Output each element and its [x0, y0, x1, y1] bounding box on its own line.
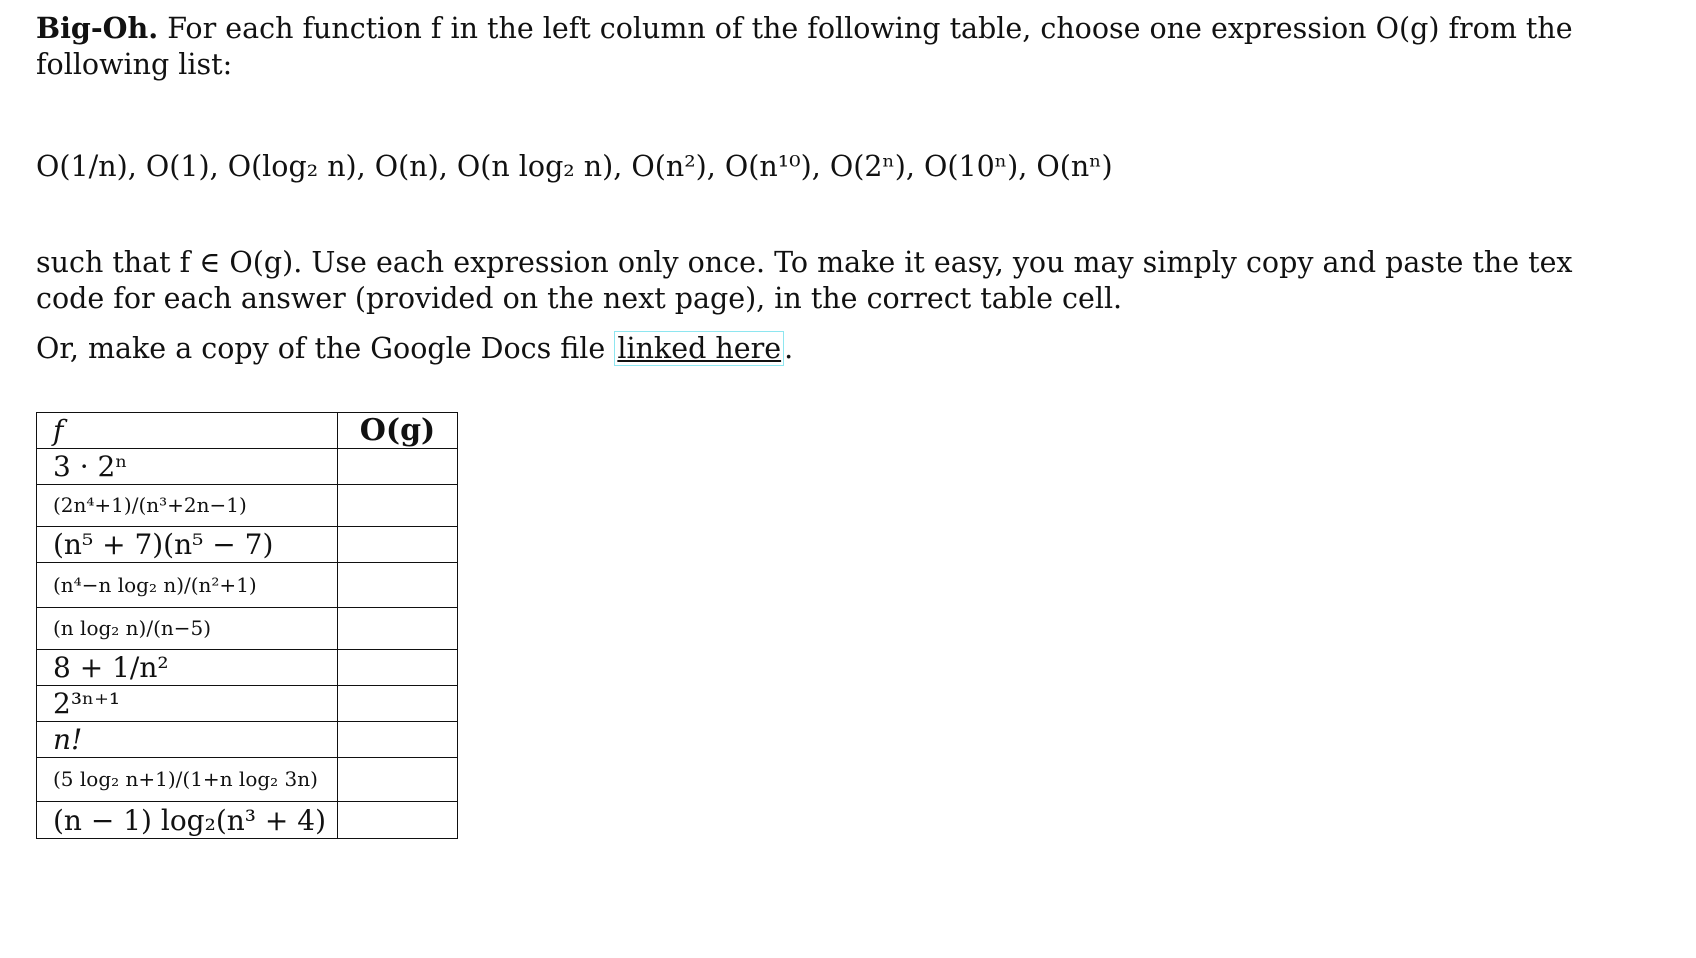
option-item: O(nⁿ)	[1036, 150, 1113, 183]
option-item: O(1/n)	[36, 150, 128, 183]
table-row	[37, 608, 458, 650]
function-cell: (5 log₂ n+1)/(1+n log₂ 3n)	[37, 758, 338, 802]
table-row	[37, 802, 458, 839]
intro-sentence: For each function f in the left column of the following table, choose one expression O(g) from the following list:	[36, 12, 1573, 81]
option-item: O(log₂ n)	[227, 150, 357, 183]
table-row	[37, 758, 458, 802]
intro-paragraph	[36, 10, 1596, 83]
table-row	[37, 650, 458, 686]
intro-heading: Big-Oh.	[36, 11, 159, 45]
option-item: O(n¹⁰)	[724, 150, 812, 183]
answer-cell[interactable]	[338, 686, 458, 722]
function-cell: (n log₂ n)/(n−5)	[37, 608, 338, 650]
answer-cell[interactable]	[338, 722, 458, 758]
answer-cell[interactable]	[338, 758, 458, 802]
table-row	[37, 449, 458, 485]
table-row	[37, 722, 458, 758]
function-cell: (n⁴−n log₂ n)/(n²+1)	[37, 563, 338, 608]
answer-cell[interactable]	[338, 650, 458, 686]
alternative-prefix: Or, make a copy of the Google Docs file	[36, 332, 615, 365]
header-f: f	[37, 413, 338, 449]
option-item: O(1)	[145, 150, 210, 183]
function-cell: n!	[37, 722, 338, 758]
option-item: O(n)	[374, 150, 439, 183]
function-cell: 8 + 1/n²	[37, 650, 338, 686]
alternative-paragraph	[36, 331, 1596, 367]
answer-cell[interactable]	[338, 563, 458, 608]
option-item: O(n log₂ n)	[456, 150, 614, 183]
answer-cell[interactable]	[338, 608, 458, 650]
answer-cell[interactable]	[338, 485, 458, 527]
table-row	[37, 527, 458, 563]
instructions-paragraph: such that f ∈ O(g). Use each expression only once. To make it easy, you may simply copy and paste the tex code for each answer (provided on the next page), in the correct table cell.	[36, 246, 1573, 315]
function-cell: 2³ⁿ⁺¹	[37, 686, 338, 722]
table-header-row	[37, 413, 458, 449]
function-cell: (n⁵ + 7)(n⁵ − 7)	[37, 527, 338, 563]
function-cell: (2n⁴+1)/(n³+2n−1)	[37, 485, 338, 527]
table-row	[37, 563, 458, 608]
option-item: O(n²)	[631, 150, 707, 183]
google-docs-link[interactable]: linked here	[614, 331, 784, 366]
answer-cell[interactable]	[338, 802, 458, 839]
option-item: O(10ⁿ)	[924, 150, 1019, 183]
function-cell: (n − 1) log₂(n³ + 4)	[37, 802, 338, 839]
table-row	[37, 686, 458, 722]
answer-cell[interactable]	[338, 449, 458, 485]
document-page	[36, 10, 1596, 367]
answer-table	[36, 412, 458, 839]
function-cell: 3 · 2ⁿ	[37, 449, 338, 485]
alternative-suffix: .	[784, 332, 794, 365]
header-og: O(g)	[338, 413, 458, 449]
options-list: O(1/n), O(1), O(log₂ n), O(n), O(n log₂ n), O(n²), O(n¹⁰), O(2ⁿ), O(10ⁿ), O(nⁿ)	[36, 150, 1113, 183]
option-item: O(2ⁿ)	[829, 150, 906, 183]
table-row	[37, 485, 458, 527]
answer-cell[interactable]	[338, 527, 458, 563]
